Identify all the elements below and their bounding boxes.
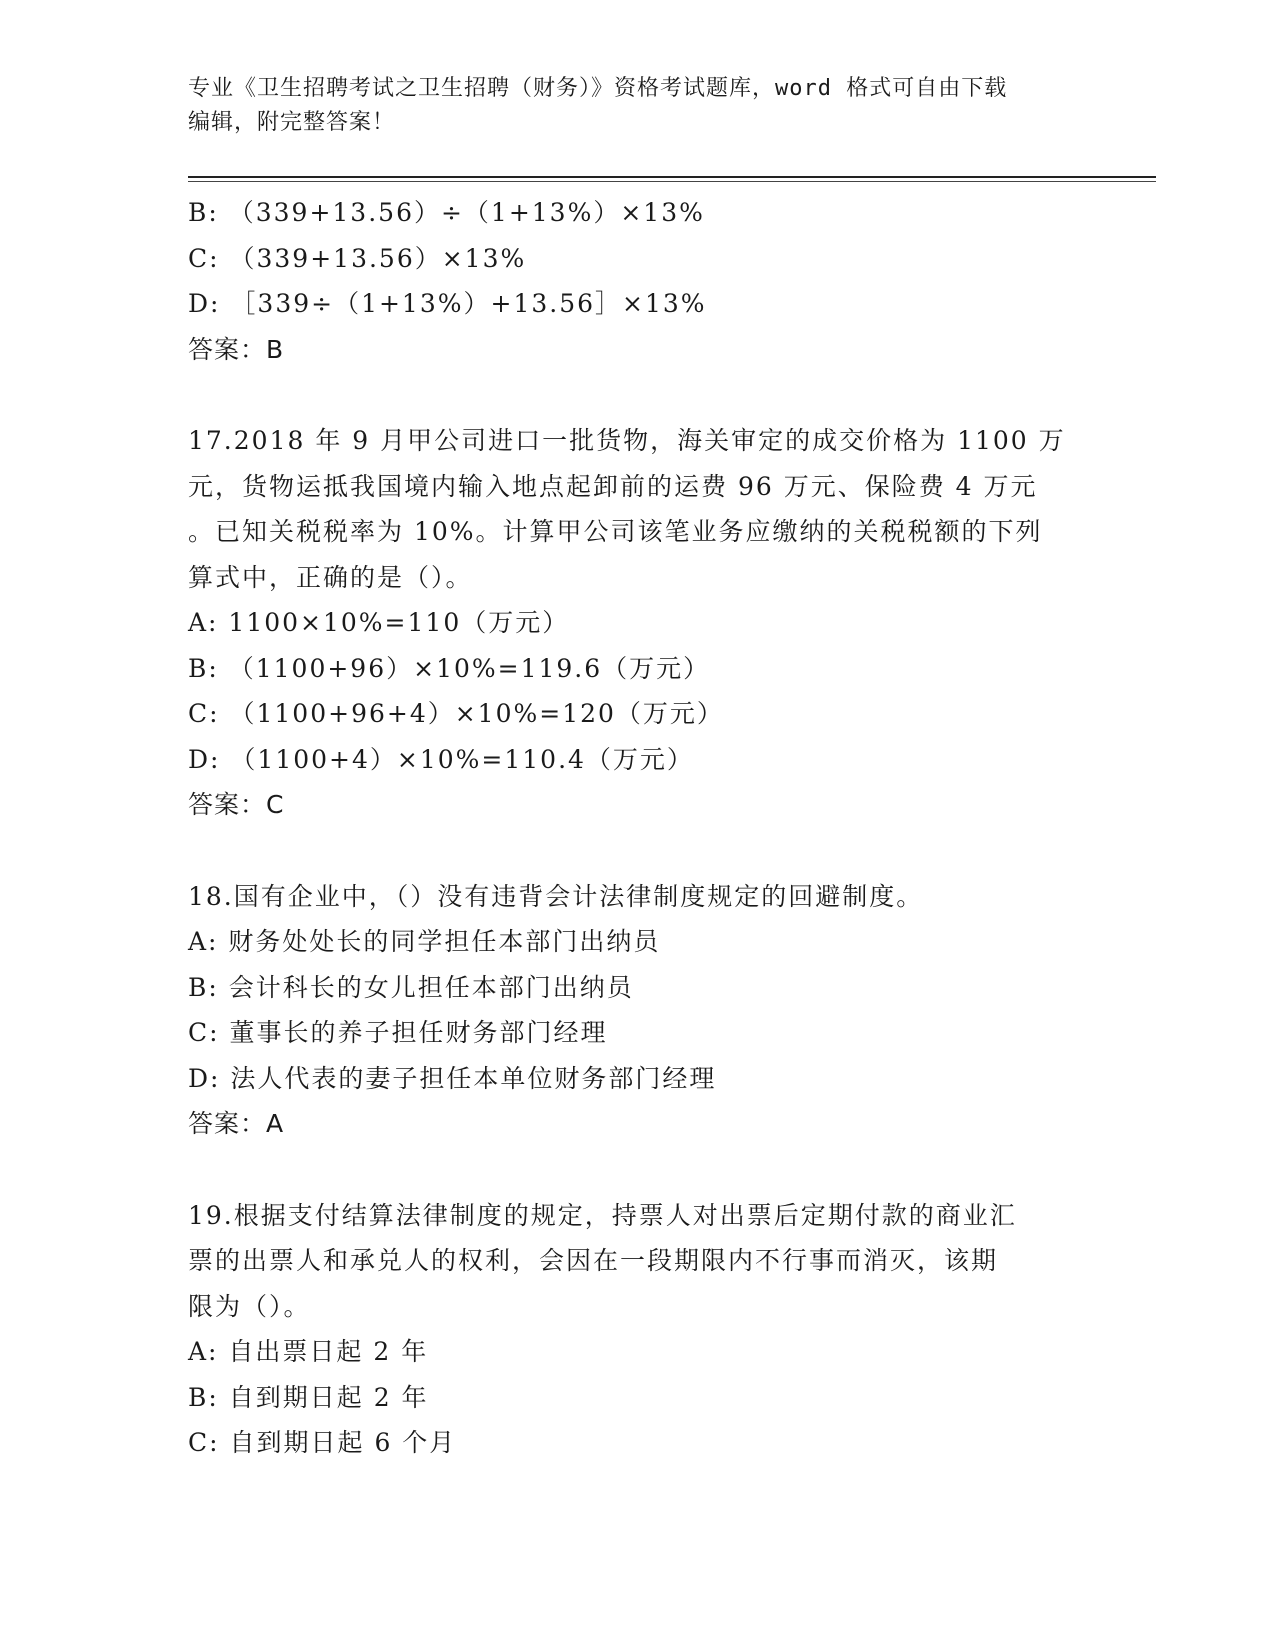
question-stem: 19.根据支付结算法律制度的规定，持票人对出票后定期付款的商业汇 <box>188 1200 1017 1230</box>
spacer <box>188 828 1088 874</box>
question-stem: 17.2018 年 9 月甲公司进口一批货物，海关审定的成交价格为 1100 万 <box>188 426 1066 455</box>
option-a: A: 1100×10%=110（万元） <box>188 608 570 637</box>
option-d: D: （1100+4）×10%=110.4（万元） <box>188 744 694 774</box>
option-c: C: 董事长的养子担任财务部门经理 <box>188 1018 608 1047</box>
option-b: B: （339+13.56）÷（1+13%）×13% <box>188 198 705 227</box>
option-c: C: 自到期日起 6 个月 <box>188 1428 457 1457</box>
option-d: D: ［339÷（1+13%）+13.56］×13% <box>188 289 707 318</box>
option-a: A: 自出票日起 2 年 <box>188 1337 429 1366</box>
option-c: C: （1100+96+4）×10%=120（万元） <box>188 699 724 728</box>
question-stem: 元，货物运抵我国境内输入地点起卸前的运费 96 万元、保险费 4 万元 <box>188 471 1038 501</box>
question-stem: 票的出票人和承兑人的权利，会因在一段期限内不行事而消灭，该期 <box>188 1246 999 1275</box>
header-line-1: 专业《卫生招聘考试之卫生招聘（财务）》资格考试题库，word 格式可自由下载 <box>188 76 1008 101</box>
spacer <box>188 372 1088 418</box>
question-stem: 限为（）。 <box>188 1291 311 1321</box>
option-b: B: 自到期日起 2 年 <box>188 1382 429 1412</box>
option-a: A: 财务处处长的同学担任本部门出纳员 <box>188 927 661 956</box>
header-divider-thick <box>188 176 1156 178</box>
header-line-2: 编辑，附完整答案！ <box>188 110 396 135</box>
answer: 答案：B <box>188 334 285 364</box>
spacer <box>188 1147 1088 1193</box>
question-stem: 18.国有企业中，（）没有违背会计法律制度规定的回避制度。 <box>188 881 924 911</box>
option-c: C: （339+13.56）×13% <box>188 243 527 273</box>
question-stem: 。已知关税税率为 10%。计算甲公司该笔业务应缴纳的关税税额的下列 <box>188 517 1043 546</box>
question-19 <box>188 1193 1088 1466</box>
option-d: D: 法人代表的妻子担任本单位财务部门经理 <box>188 1063 717 1093</box>
option-b: B: （1100+96）×10%=119.6（万元） <box>188 653 711 683</box>
question-content <box>188 190 1088 1466</box>
option-b: B: 会计科长的女儿担任本部门出纳员 <box>188 972 634 1002</box>
question-stem: 算式中，正确的是（）。 <box>188 562 473 592</box>
document-header <box>188 72 1088 140</box>
answer: 答案：C <box>188 790 285 819</box>
question-18 <box>188 874 1088 1147</box>
question-16-tail <box>188 190 1088 372</box>
answer: 答案：A <box>188 1109 285 1138</box>
question-17 <box>188 418 1088 828</box>
header-divider-thin <box>188 181 1156 182</box>
